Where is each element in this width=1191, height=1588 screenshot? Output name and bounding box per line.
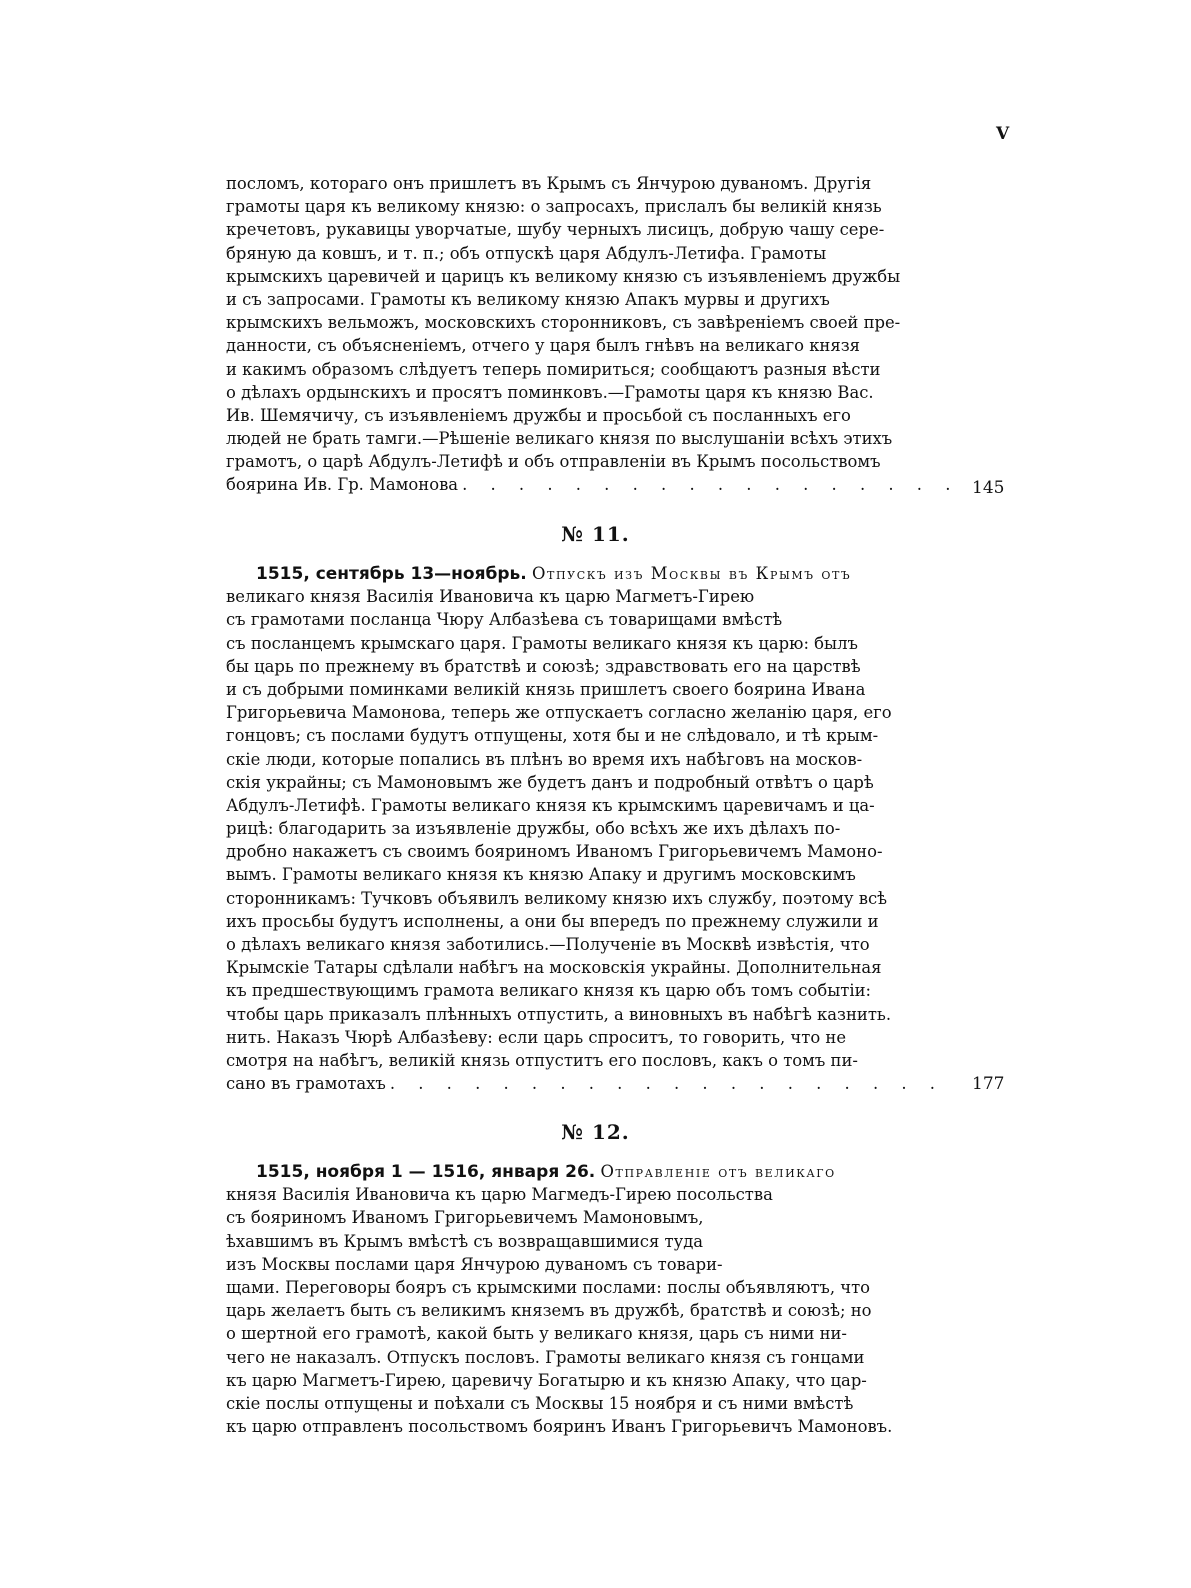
text-line: къ царю отправленъ посольствомъ бояринъ Иванъ Григорьевичъ Мамоновъ. [226, 1417, 893, 1437]
text-line: чтобы царь приказалъ плѣнныхъ отпустить, а виновныхъ въ набѣгѣ казнить. [226, 1004, 892, 1024]
entry-first-line-text: Отпускъ изъ Москвы въ Крымъ отъ [531, 564, 852, 583]
text-line: великаго князя Василія Ивановича къ царю Магметъ-Гирею [226, 587, 755, 607]
text-line: о дѣлахъ великаго князя заботились.—Полученіе въ Москвѣ извѣстія, что [226, 935, 870, 954]
text-line: гонцовъ; съ послами будутъ отпущены, хотя бы и не слѣдовало, и тѣ крым- [226, 726, 879, 746]
last-line-text: боярина Ив. Гр. Мамонова [226, 475, 459, 495]
text-line: кречетовъ, рукавицы уворчатые, шубу черныхъ лисицъ, добрую чашу сере- [226, 220, 885, 240]
text-line: сторонникамъ: Тучковъ объявилъ великому князю ихъ службу, поэтому всѣ [226, 888, 888, 908]
text-line: ихъ просьбы будутъ исполнены, а они бы впередъ по прежнему служили и [226, 911, 879, 931]
text-line: скіе люди, которые попались въ плѣнъ во время ихъ набѣговъ на москов- [226, 749, 863, 769]
text-line: царь желаетъ быть съ великимъ княземъ въ дружбѣ, братствѣ и союзѣ; но [226, 1301, 872, 1321]
intro-text-block [226, 172, 956, 497]
text-line: съ посланцемъ крымскаго царя. Грамоты великаго князя къ царю: былъ [226, 633, 858, 653]
text-line: Абдулъ-Летифѣ. Грамоты великаго князя къ крымскимъ царевичамъ и ца- [226, 795, 875, 815]
text-line: чего не наказалъ. Отпускъ пословъ. Грамоты великаго князя съ гонцами [226, 1347, 865, 1367]
text-line: князя Василія Ивановича къ царю Магмедъ-Гирею посольства [226, 1185, 773, 1205]
text-line: о дѣлахъ ордынскихъ и просятъ поминковъ.—Грамоты царя къ князю Вас. [226, 382, 874, 402]
text-line: Ив. Шемячичу, съ изъявленіемъ дружбы и просьбой съ посланныхъ его [226, 405, 851, 425]
text-line: скіе послы отпущены и поѣхали съ Москвы 15 ноября и съ ними вмѣстѣ [226, 1393, 854, 1413]
text-line: Крымскіе Татары сдѣлали набѣгъ на московскія украйны. Дополнительная [226, 958, 882, 978]
text-line: рицѣ: благодарить за изъявленіе дружбы, обо всѣхъ же ихъ дѣлахъ по- [226, 819, 841, 839]
text-line: посломъ, котораго онъ пришлетъ въ Крымъ съ Янчурою дуваномъ. Другія [226, 174, 872, 193]
text-line: Григорьевича Мамонова, теперь же отпускаетъ согласно желанію царя, его [226, 703, 892, 723]
leader-dots [462, 473, 956, 496]
text-line: къ предшествующимъ грамота великаго князя къ царю объ томъ событіи: [226, 981, 872, 1001]
text-line: о шертной его грамотѣ, какой быть у великаго князя, царь съ ними ни- [226, 1324, 847, 1344]
page-number: V [996, 124, 1010, 144]
leader-dots [390, 1072, 956, 1095]
text-line: скія украйны; съ Мамоновымъ же будетъ данъ и подробный отвѣтъ о царѣ [226, 772, 874, 792]
entry-first-line [226, 1160, 956, 1183]
text-line: съ грамотами посланца Чюру Албазѣева съ товарищами вмѣстѣ [226, 610, 783, 630]
section-12-text-block [226, 1160, 956, 1438]
entry-date: 1515, ноября 1 — 1516, января 26. [256, 1162, 596, 1182]
entry-first-line-text: Отправленіе отъ великаго [600, 1162, 836, 1181]
text-line: крымскихъ царевичей и царицъ къ великому князю съ изъявленіемъ дружбы [226, 266, 901, 286]
text-line: людей не брать тамги.—Рѣшеніе великаго князя по выслушаніи всѣхъ этихъ [226, 429, 893, 449]
section-heading-12: № 12. [561, 1120, 630, 1144]
text-line: и съ добрыми поминками великій князь пришлетъ своего боярина Ивана [226, 679, 866, 699]
text-line: смотря на набѣгъ, великій князь отпуститъ его пословъ, какъ о томъ пи- [226, 1050, 858, 1070]
text-line: ѣхавшимъ въ Крымъ вмѣстѣ съ возвращавшимися туда [226, 1231, 704, 1251]
page-ref-177: 177 [972, 1074, 1005, 1094]
section-heading-11: № 11. [561, 522, 630, 546]
text-line: и какимъ образомъ слѣдуетъ теперь помириться; сообщаютъ разныя вѣсти [226, 359, 881, 379]
page-ref-145: 145 [972, 478, 1005, 498]
text-line: данности, съ объясненіемъ, отчего у царя былъ гнѣвъ на великаго князя [226, 336, 860, 356]
text-line: щами. Переговоры бояръ съ крымскими послами: послы объявляютъ, что [226, 1277, 871, 1297]
entry-first-line [226, 562, 956, 585]
text-line: грамоты царя къ великому князю: о запросахъ, прислалъ бы великій князь [226, 197, 882, 217]
text-line: нить. Наказъ Чюрѣ Албазѣеву: если царь спроситъ, то говорить, что не [226, 1027, 847, 1047]
text-line: изъ Москвы послами царя Янчурою дуваномъ съ товари- [226, 1254, 723, 1274]
text-line: къ царю Магметъ-Гирею, царевичу Богатырю и къ князю Апаку, что цар- [226, 1370, 867, 1390]
entry-last-line [226, 473, 956, 496]
text-line: крымскихъ вельможъ, московскихъ сторонниковъ, съ завѣреніемъ своей пре- [226, 313, 901, 333]
text-line: грамотъ, о царѣ Абдулъ-Летифѣ и объ отправленіи въ Крымъ посольствомъ [226, 452, 881, 472]
text-line: дробно накажетъ съ своимъ бояриномъ Иваномъ Григорьевичемъ Мамоно- [226, 842, 883, 862]
section-11-text-block [226, 562, 956, 1095]
last-line-text: сано въ грамотахъ [226, 1074, 386, 1094]
text-line: бы царь по прежнему въ братствѣ и союзѣ; здравствовать его на царствѣ [226, 656, 861, 676]
entry-date: 1515, сентябрь 13—ноябрь. [256, 564, 527, 584]
entry-last-line [226, 1072, 956, 1095]
text-line: вымъ. Грамоты великаго князя къ князю Апаку и другимъ московскимъ [226, 865, 856, 885]
text-line: бряную да ковшъ, и т. п.; объ отпускѣ царя Абдулъ-Летифа. Грамоты [226, 243, 827, 263]
text-line: и съ запросами. Грамоты къ великому князю Апакъ мурвы и другихъ [226, 289, 830, 309]
text-line: съ бояриномъ Иваномъ Григорьевичемъ Мамоновымъ, [226, 1208, 704, 1228]
